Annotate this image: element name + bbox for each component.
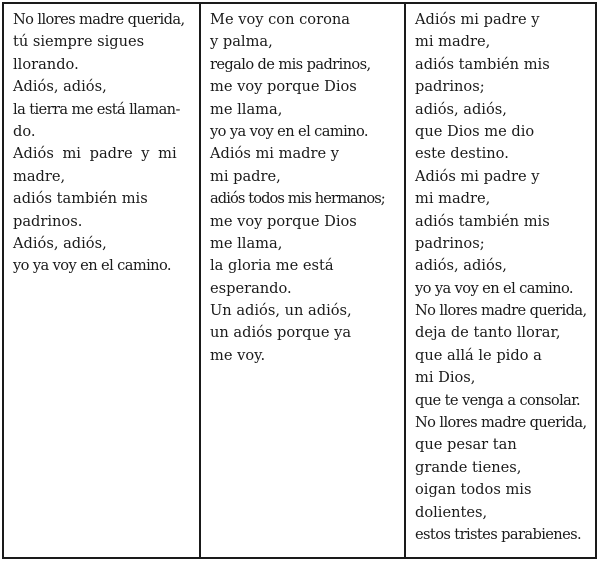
verse-line: Adiós mi padre y [415, 11, 540, 28]
verse-line: mi padre, [210, 167, 281, 185]
verse-line: mi Dios, [415, 369, 476, 387]
verse-line: padrinos. [13, 212, 83, 230]
verse-column-1 [4, 4, 201, 557]
verse-line: regalo de mis padrinos, [210, 55, 371, 73]
verse-line: padrinos; [415, 78, 485, 96]
verse-column-2 [201, 4, 406, 557]
verse-line: un adiós porque ya [210, 324, 352, 342]
verse-line: oigan todos mis [415, 481, 532, 499]
verse-line: adiós también mis [415, 212, 550, 230]
verse-line: llorando. [13, 55, 79, 73]
verse-line: me voy porque Dios [210, 78, 357, 96]
verse-line: estos tristes parabienes. [415, 525, 582, 543]
verse-line: yo ya voy en el camino. [415, 279, 573, 297]
verse-line: que pesar tan [415, 436, 517, 454]
verse-line: este destino. [415, 145, 509, 163]
verse-line: la tierra me está llaman- [13, 100, 180, 118]
verse-line: deja de tanto llorar, [415, 324, 561, 342]
verse-line: Adiós, adiós, [13, 78, 107, 96]
verse-line: la gloria me está [210, 257, 334, 275]
verse-line: Adiós mi padre y mi [13, 145, 177, 163]
verse-line: me llama, [210, 100, 283, 118]
verse-line: Adiós, adiós, [13, 234, 107, 252]
verse-line: que allá le pido a [415, 346, 542, 364]
verse-line: Un adiós, un adiós, [210, 302, 352, 320]
verse-line: adiós también mis [13, 190, 148, 208]
verse-line: Me voy con corona [210, 11, 350, 28]
verse-line: padrinos; [415, 234, 485, 252]
verse-line: y palma, [210, 33, 273, 51]
verse-line: me voy. [210, 346, 266, 364]
verse-line: adiós también mis [415, 55, 550, 73]
verse-line: adiós, adiós, [415, 257, 507, 275]
verse-line: me llama, [210, 234, 283, 252]
verse-table [2, 2, 597, 559]
verse-line: yo ya voy en el camino. [210, 122, 368, 140]
verse-line: mi madre, [415, 33, 491, 51]
verse-line: adiós todos mis hermanos; [210, 190, 385, 208]
verse-line: No llores madre querida, [13, 11, 185, 28]
verse-line: mi madre, [415, 190, 491, 208]
verse-line: Adiós mi padre y [415, 167, 540, 185]
verse-line: yo ya voy en el camino. [13, 257, 171, 275]
verse-line: No llores madre querida, [415, 302, 587, 320]
verse-line: que Dios me dio [415, 122, 535, 140]
verse-line: dolientes, [415, 503, 488, 521]
verse-line: No llores madre querida, [415, 414, 587, 432]
verse-line: tú siempre sigues [13, 33, 145, 51]
verse-line: madre, [13, 167, 66, 185]
verse-line: que te venga a consolar. [415, 391, 581, 409]
verse-line: adiós, adiós, [415, 100, 507, 118]
verse-line: Adiós mi madre y [210, 145, 339, 163]
verse-line: do. [13, 122, 36, 140]
verse-line: me voy porque Dios [210, 212, 357, 230]
verse-column-3 [406, 4, 595, 557]
verse-line: grande tienes, [415, 458, 522, 476]
verse-line: esperando. [210, 279, 292, 297]
